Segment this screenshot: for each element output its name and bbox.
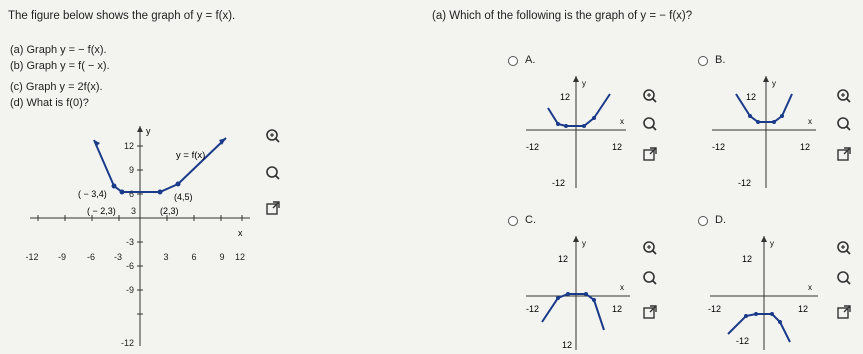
svg-text:y: y	[770, 239, 774, 248]
zoom-out-icon[interactable]	[642, 270, 658, 286]
xtick: 12	[234, 252, 246, 262]
svg-text:-12: -12	[552, 178, 566, 188]
xtick: 6	[191, 252, 197, 262]
part-a: (a) Graph y = − f(x).	[10, 44, 107, 56]
option-b-graph[interactable]	[708, 72, 823, 192]
svg-text:-12: -12	[526, 304, 540, 314]
part-d: (d) What is f(0)?	[10, 97, 89, 109]
svg-text:x: x	[620, 283, 624, 292]
option-c-label: C.	[525, 214, 536, 226]
svg-text:y: y	[772, 79, 776, 88]
open-external-icon[interactable]	[265, 200, 281, 216]
question-a: (a) Which of the following is the graph of y = − f(x)?	[432, 10, 693, 22]
svg-text:x: x	[620, 117, 624, 126]
question-header: The figure below shows the graph of y = f(x).	[8, 10, 236, 22]
option-c-graph[interactable]	[522, 232, 637, 352]
svg-text:-12: -12	[736, 336, 750, 346]
zoom-in-icon[interactable]	[642, 240, 658, 256]
point-label: ( − 2,3)	[87, 206, 116, 216]
xtick: 3	[163, 252, 169, 262]
ytick: -12	[120, 338, 134, 348]
svg-text:12: 12	[562, 340, 573, 350]
svg-text:12: 12	[612, 142, 623, 152]
ytick: -6	[125, 261, 134, 271]
option-a-radio[interactable]	[508, 56, 518, 66]
svg-text:12: 12	[742, 254, 753, 264]
xtick: 9	[219, 252, 225, 262]
ytick: -9	[125, 285, 134, 295]
zoom-in-icon[interactable]	[642, 88, 658, 104]
zoom-in-icon[interactable]	[265, 128, 281, 144]
svg-text:y: y	[582, 239, 586, 248]
svg-text:-12: -12	[738, 178, 752, 188]
ytick: 12	[123, 141, 134, 151]
svg-text:12: 12	[612, 304, 623, 314]
xtick: -6	[86, 252, 96, 262]
svg-text:12: 12	[560, 92, 571, 102]
curve-label: y = f(x)	[176, 150, 206, 161]
xtick: -9	[57, 252, 67, 262]
option-b-radio[interactable]	[698, 56, 708, 66]
svg-text:12: 12	[558, 254, 569, 264]
ytick: -3	[125, 237, 134, 247]
point-label: (4,5)	[174, 192, 193, 202]
svg-text:-12: -12	[708, 304, 722, 314]
open-external-icon[interactable]	[836, 304, 852, 320]
option-d-graph[interactable]	[706, 232, 824, 352]
open-external-icon[interactable]	[836, 146, 852, 162]
svg-text:y: y	[582, 79, 586, 88]
zoom-in-icon[interactable]	[836, 88, 852, 104]
open-external-icon[interactable]	[642, 304, 658, 320]
option-a-label: A.	[525, 54, 536, 66]
svg-text:x: x	[808, 283, 812, 292]
svg-text:12: 12	[798, 304, 809, 314]
svg-text:x: x	[808, 117, 812, 126]
x-axis-label: x	[238, 228, 243, 238]
open-external-icon[interactable]	[642, 146, 658, 162]
part-c: (c) Graph y = 2f(x).	[10, 81, 103, 93]
svg-text:-12: -12	[526, 142, 540, 152]
option-d-label: D.	[715, 214, 726, 226]
option-c-radio[interactable]	[508, 216, 518, 226]
zoom-in-icon[interactable]	[836, 240, 852, 256]
xtick: -12	[25, 252, 39, 262]
svg-text:12: 12	[800, 142, 811, 152]
point-label: ( − 3,4)	[78, 189, 107, 199]
option-b-label: B.	[715, 54, 726, 66]
zoom-out-icon[interactable]	[265, 165, 281, 181]
option-a-graph[interactable]	[522, 72, 632, 192]
ytick: 9	[128, 165, 134, 175]
zoom-out-icon[interactable]	[642, 116, 658, 132]
point-label: (2,3)	[160, 206, 179, 216]
zoom-out-icon[interactable]	[836, 116, 852, 132]
xtick: -3	[113, 252, 123, 262]
svg-text:-12: -12	[712, 142, 726, 152]
fx-graph	[22, 120, 257, 352]
option-d-radio[interactable]	[698, 216, 708, 226]
ytick: 3	[130, 206, 136, 216]
y-axis-label: y	[146, 126, 151, 136]
svg-text:12: 12	[746, 92, 757, 102]
part-b: (b) Graph y = f( − x).	[10, 60, 110, 72]
ytick: 6	[128, 189, 134, 199]
zoom-out-icon[interactable]	[836, 270, 852, 286]
